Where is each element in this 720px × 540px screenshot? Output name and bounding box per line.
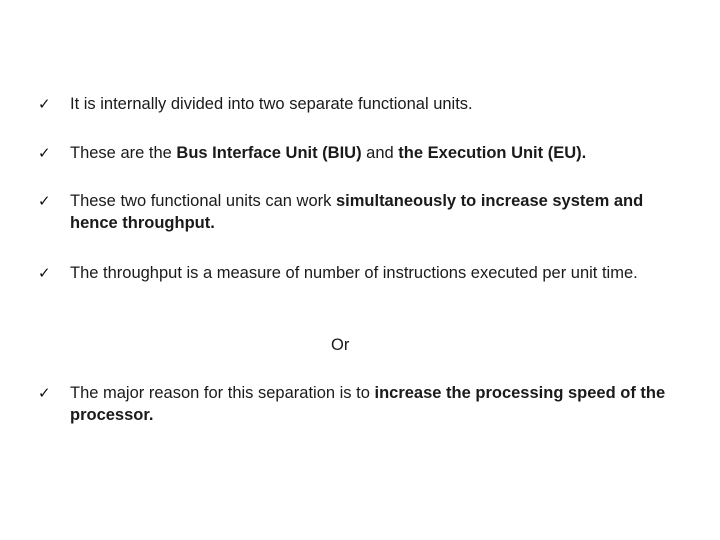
bullet-text-bold: the Execution Unit (EU). bbox=[398, 144, 587, 162]
checkmark-icon: ✓ bbox=[38, 144, 51, 162]
bullet-text bbox=[70, 382, 688, 426]
checkmark-icon: ✓ bbox=[38, 264, 51, 282]
bullet-text-segment: It is internally divided into two separate functional units. bbox=[70, 95, 473, 113]
bullet-item-4 bbox=[38, 262, 688, 284]
checkmark-icon: ✓ bbox=[38, 95, 51, 113]
checkmark-icon: ✓ bbox=[38, 192, 51, 210]
bullet-text-segment: These two functional units can work bbox=[70, 192, 336, 210]
bullet-item-3 bbox=[38, 190, 688, 234]
bullet-text-bold: simultaneously to increase system and hence throughput. bbox=[70, 192, 644, 232]
bullet-text bbox=[70, 190, 688, 234]
bullet-item-2 bbox=[38, 142, 688, 164]
or-separator: Or bbox=[331, 336, 350, 354]
bullet-text-segment: These are the bbox=[70, 144, 177, 162]
bullet-item-5 bbox=[38, 382, 688, 426]
bullet-text bbox=[70, 142, 688, 164]
bullet-text-segment: and bbox=[361, 144, 399, 162]
bullet-text-bold: increase the processing speed of the processor. bbox=[70, 384, 666, 424]
bullet-text-segment: The major reason for this separation is to bbox=[70, 384, 375, 402]
bullet-text-segment: The throughput is a measure of number of instructions executed per unit time. bbox=[70, 264, 638, 282]
bullet-item-1 bbox=[38, 93, 688, 115]
bullet-text bbox=[70, 93, 688, 115]
bullet-text bbox=[70, 262, 688, 284]
bullet-text-bold: Bus Interface Unit (BIU) bbox=[176, 144, 362, 162]
checkmark-icon: ✓ bbox=[38, 384, 51, 402]
